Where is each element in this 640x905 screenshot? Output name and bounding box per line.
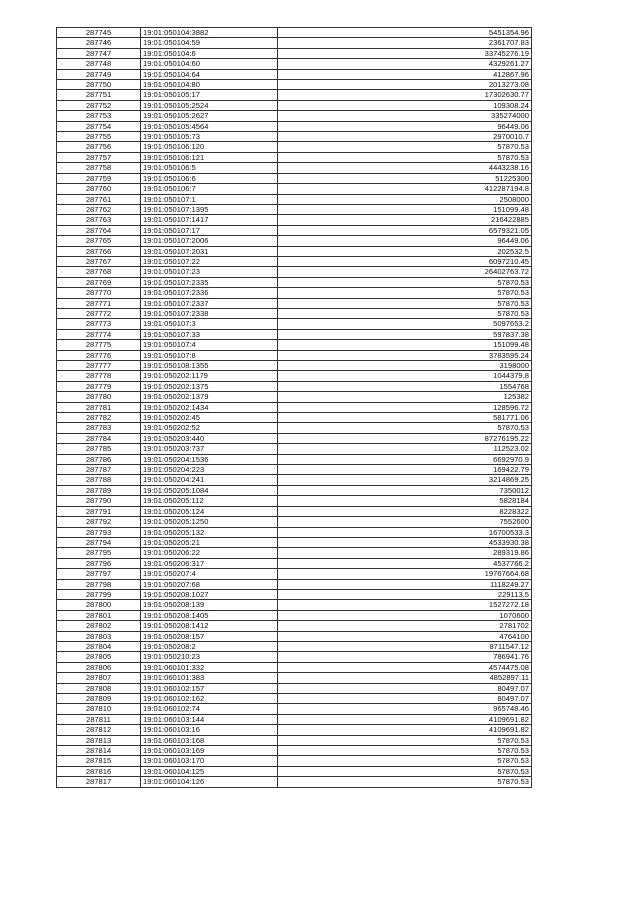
amount-cell: 3214869.25 [278, 475, 532, 485]
table-row [57, 90, 532, 100]
cadastral-number-cell: 19:01:050205:1250 [141, 517, 278, 527]
table-row [57, 204, 532, 214]
row-number-cell: 287755 [57, 132, 141, 142]
amount-cell: 3783595.24 [278, 350, 532, 360]
cadastral-number-cell: 19:01:060102:162 [141, 694, 278, 704]
row-number-cell: 287815 [57, 756, 141, 766]
amount-cell: 229113.5 [278, 589, 532, 599]
amount-cell: 57870.53 [278, 308, 532, 318]
amount-cell: 57870.53 [278, 777, 532, 787]
table-row [57, 246, 532, 256]
amount-cell: 96449.06 [278, 236, 532, 246]
cadastral-number-cell: 19:01:050204:1536 [141, 454, 278, 464]
cadastral-number-cell: 19:01:050104:64 [141, 69, 278, 79]
amount-cell: 125382 [278, 392, 532, 402]
table-row [57, 569, 532, 579]
cadastral-number-cell: 19:01:050202:1375 [141, 381, 278, 391]
amount-cell: 1554768 [278, 381, 532, 391]
row-number-cell: 287799 [57, 589, 141, 599]
table-row [57, 381, 532, 391]
table-row [57, 673, 532, 683]
row-number-cell: 287772 [57, 308, 141, 318]
amount-cell: 3198000 [278, 361, 532, 371]
table-row [57, 225, 532, 235]
table-row [57, 766, 532, 776]
cadastral-number-cell: 19:01:050107:2335 [141, 277, 278, 287]
table-row [57, 735, 532, 745]
row-number-cell: 287809 [57, 694, 141, 704]
row-number-cell: 287778 [57, 371, 141, 381]
table-row [57, 132, 532, 142]
amount-cell: 597837.38 [278, 329, 532, 339]
row-number-cell: 287787 [57, 465, 141, 475]
amount-cell: 2508000 [278, 194, 532, 204]
cadastral-number-cell: 19:01:050104:6 [141, 48, 278, 58]
cadastral-number-cell: 19:01:050202:1179 [141, 371, 278, 381]
table-row [57, 236, 532, 246]
table-row [57, 475, 532, 485]
row-number-cell: 287796 [57, 558, 141, 568]
row-number-cell: 287751 [57, 90, 141, 100]
row-number-cell: 287808 [57, 683, 141, 693]
cadastral-number-cell: 19:01:050208:157 [141, 631, 278, 641]
amount-cell: 202532.5 [278, 246, 532, 256]
row-number-cell: 287765 [57, 236, 141, 246]
amount-cell: 6097210.45 [278, 256, 532, 266]
amount-cell: 335274000 [278, 111, 532, 121]
cadastral-number-cell: 19:01:050210:23 [141, 652, 278, 662]
cadastral-number-cell: 19:01:050105:2627 [141, 111, 278, 121]
cadastral-number-cell: 19:01:050202:52 [141, 423, 278, 433]
cadastral-number-cell: 19:01:050107:1395 [141, 204, 278, 214]
cadastral-number-cell: 19:01:050107:2006 [141, 236, 278, 246]
table-row [57, 621, 532, 631]
cadastral-number-cell: 19:01:050105:17 [141, 90, 278, 100]
cadastral-number-cell: 19:01:050202:1434 [141, 402, 278, 412]
table-row [57, 465, 532, 475]
cadastral-number-cell: 19:01:060104:125 [141, 766, 278, 776]
cadastral-number-cell: 19:01:050104:60 [141, 59, 278, 69]
amount-cell: 216422885 [278, 215, 532, 225]
table-row [57, 100, 532, 110]
cadastral-number-cell: 19:01:050106:121 [141, 152, 278, 162]
cadastral-number-cell: 19:01:050107:1417 [141, 215, 278, 225]
amount-cell: 57870.53 [278, 288, 532, 298]
row-number-cell: 287813 [57, 735, 141, 745]
row-number-cell: 287790 [57, 496, 141, 506]
amount-cell: 80497.07 [278, 683, 532, 693]
cadastral-number-cell: 19:01:060103:144 [141, 714, 278, 724]
table-row [57, 683, 532, 693]
table-row [57, 652, 532, 662]
row-number-cell: 287756 [57, 142, 141, 152]
row-number-cell: 287788 [57, 475, 141, 485]
cadastral-number-cell: 19:01:050208:2 [141, 641, 278, 651]
row-number-cell: 287768 [57, 267, 141, 277]
row-number-cell: 287803 [57, 631, 141, 641]
cadastral-number-cell: 19:01:050104:80 [141, 80, 278, 90]
cadastral-number-cell: 19:01:050206:22 [141, 548, 278, 558]
row-number-cell: 287782 [57, 413, 141, 423]
amount-cell: 1527272.18 [278, 600, 532, 610]
row-number-cell: 287763 [57, 215, 141, 225]
amount-cell: 5097653.2 [278, 319, 532, 329]
cadastral-number-cell: 19:01:050208:139 [141, 600, 278, 610]
amount-cell: 1118249.27 [278, 579, 532, 589]
cadastral-number-cell: 19:01:050107:17 [141, 225, 278, 235]
amount-cell: 33745276.19 [278, 48, 532, 58]
row-number-cell: 287810 [57, 704, 141, 714]
amount-cell: 4537766.2 [278, 558, 532, 568]
amount-cell: 112523.02 [278, 444, 532, 454]
amount-cell: 57870.53 [278, 756, 532, 766]
table-row [57, 80, 532, 90]
cadastral-number-cell: 19:01:050106:7 [141, 184, 278, 194]
cadastral-number-cell: 19:01:060104:126 [141, 777, 278, 787]
table-row [57, 59, 532, 69]
row-number-cell: 287757 [57, 152, 141, 162]
amount-cell: 26402763.72 [278, 267, 532, 277]
amount-cell: 2781702 [278, 621, 532, 631]
table-row [57, 48, 532, 58]
table-row [57, 340, 532, 350]
table-row [57, 277, 532, 287]
cadastral-number-cell: 19:01:050207:4 [141, 569, 278, 579]
cadastral-number-cell: 19:01:050208:1412 [141, 621, 278, 631]
table-row [57, 704, 532, 714]
cadastral-number-cell: 19:01:050203:440 [141, 433, 278, 443]
amount-cell: 5828184 [278, 496, 532, 506]
row-number-cell: 287783 [57, 423, 141, 433]
row-number-cell: 287785 [57, 444, 141, 454]
table-row [57, 527, 532, 537]
table-row [57, 746, 532, 756]
row-number-cell: 287805 [57, 652, 141, 662]
table-row [57, 517, 532, 527]
table-row [57, 777, 532, 787]
cadastral-number-cell: 19:01:050104:3882 [141, 28, 278, 38]
amount-cell: 57870.53 [278, 142, 532, 152]
amount-cell: 169422.79 [278, 465, 532, 475]
table-row [57, 558, 532, 568]
row-number-cell: 287771 [57, 298, 141, 308]
amount-cell: 57870.53 [278, 766, 532, 776]
amount-cell: 109308.24 [278, 100, 532, 110]
amount-cell: 4852897.11 [278, 673, 532, 683]
cadastral-number-cell: 19:01:050107:2031 [141, 246, 278, 256]
cadastral-number-cell: 19:01:050208:1405 [141, 610, 278, 620]
row-number-cell: 287807 [57, 673, 141, 683]
cadastral-number-cell: 19:01:050205:1084 [141, 485, 278, 495]
table-row [57, 725, 532, 735]
amount-cell: 17302630.77 [278, 90, 532, 100]
data-table [56, 27, 532, 788]
table-row [57, 485, 532, 495]
row-number-cell: 287748 [57, 59, 141, 69]
cadastral-number-cell: 19:01:050105:2524 [141, 100, 278, 110]
table-row [57, 173, 532, 183]
amount-cell: 6579321.05 [278, 225, 532, 235]
amount-cell: 5451354.96 [278, 28, 532, 38]
cadastral-number-cell: 19:01:050204:241 [141, 475, 278, 485]
table-row [57, 589, 532, 599]
table-row [57, 371, 532, 381]
row-number-cell: 287764 [57, 225, 141, 235]
row-number-cell: 287816 [57, 766, 141, 776]
cadastral-number-cell: 19:01:050107:23 [141, 267, 278, 277]
amount-cell: 4533930.38 [278, 537, 532, 547]
cadastral-number-cell: 19:01:050106:120 [141, 142, 278, 152]
amount-cell: 57870.53 [278, 152, 532, 162]
row-number-cell: 287784 [57, 433, 141, 443]
cadastral-number-cell: 19:01:060103:169 [141, 746, 278, 756]
table-row [57, 392, 532, 402]
table-row [57, 600, 532, 610]
table-row [57, 361, 532, 371]
table-row [57, 121, 532, 131]
cadastral-number-cell: 19:01:060102:157 [141, 683, 278, 693]
row-number-cell: 287781 [57, 402, 141, 412]
amount-cell: 51225300 [278, 173, 532, 183]
row-number-cell: 287773 [57, 319, 141, 329]
cadastral-number-cell: 19:01:060103:168 [141, 735, 278, 745]
table-row [57, 111, 532, 121]
amount-cell: 581771.06 [278, 413, 532, 423]
cadastral-number-cell: 19:01:050106:6 [141, 173, 278, 183]
row-number-cell: 287789 [57, 485, 141, 495]
table-row [57, 329, 532, 339]
amount-cell: 4574475.08 [278, 662, 532, 672]
cadastral-number-cell: 19:01:050205:124 [141, 506, 278, 516]
table-row [57, 423, 532, 433]
cadastral-number-cell: 19:01:050107:2338 [141, 308, 278, 318]
amount-cell: 7552600 [278, 517, 532, 527]
table-row [57, 308, 532, 318]
cadastral-number-cell: 19:01:050105:4564 [141, 121, 278, 131]
row-number-cell: 287762 [57, 204, 141, 214]
row-number-cell: 287780 [57, 392, 141, 402]
cadastral-number-cell: 19:01:050205:132 [141, 527, 278, 537]
amount-cell: 80497.07 [278, 694, 532, 704]
table-row [57, 288, 532, 298]
amount-cell: 2361707.83 [278, 38, 532, 48]
cadastral-number-cell: 19:01:050208:1027 [141, 589, 278, 599]
table-row [57, 714, 532, 724]
table-row [57, 152, 532, 162]
row-number-cell: 287811 [57, 714, 141, 724]
amount-cell: 7350012 [278, 485, 532, 495]
row-number-cell: 287779 [57, 381, 141, 391]
amount-cell: 412867.96 [278, 69, 532, 79]
cadastral-number-cell: 19:01:050207:68 [141, 579, 278, 589]
cadastral-number-cell: 19:01:050206:317 [141, 558, 278, 568]
table-row [57, 402, 532, 412]
row-number-cell: 287776 [57, 350, 141, 360]
cadastral-number-cell: 19:01:060101:332 [141, 662, 278, 672]
row-number-cell: 287769 [57, 277, 141, 287]
table-row [57, 350, 532, 360]
table-row [57, 194, 532, 204]
table-row [57, 444, 532, 454]
row-number-cell: 287750 [57, 80, 141, 90]
row-number-cell: 287745 [57, 28, 141, 38]
table-row [57, 142, 532, 152]
row-number-cell: 287791 [57, 506, 141, 516]
table-row [57, 662, 532, 672]
cadastral-number-cell: 19:01:050107:2337 [141, 298, 278, 308]
row-number-cell: 287806 [57, 662, 141, 672]
amount-cell: 8711547.12 [278, 641, 532, 651]
table-body [57, 28, 532, 788]
cadastral-number-cell: 19:01:050107:33 [141, 329, 278, 339]
cadastral-number-cell: 19:01:050107:1 [141, 194, 278, 204]
row-number-cell: 287817 [57, 777, 141, 787]
amount-cell: 4329261.27 [278, 59, 532, 69]
cadastral-number-cell: 19:01:050107:2336 [141, 288, 278, 298]
cadastral-number-cell: 19:01:050205:21 [141, 537, 278, 547]
amount-cell: 412287194.8 [278, 184, 532, 194]
amount-cell: 1044379.8 [278, 371, 532, 381]
row-number-cell: 287767 [57, 256, 141, 266]
amount-cell: 1070600 [278, 610, 532, 620]
amount-cell: 4443238.16 [278, 163, 532, 173]
row-number-cell: 287800 [57, 600, 141, 610]
table-row [57, 631, 532, 641]
cadastral-number-cell: 19:01:050107:4 [141, 340, 278, 350]
row-number-cell: 287754 [57, 121, 141, 131]
table-row [57, 756, 532, 766]
row-number-cell: 287786 [57, 454, 141, 464]
amount-cell: 289319.86 [278, 548, 532, 558]
table-row [57, 537, 532, 547]
row-number-cell: 287775 [57, 340, 141, 350]
row-number-cell: 287760 [57, 184, 141, 194]
row-number-cell: 287749 [57, 69, 141, 79]
row-number-cell: 287797 [57, 569, 141, 579]
table-row [57, 215, 532, 225]
amount-cell: 4764100 [278, 631, 532, 641]
table-row [57, 38, 532, 48]
table-row [57, 496, 532, 506]
row-number-cell: 287761 [57, 194, 141, 204]
row-number-cell: 287770 [57, 288, 141, 298]
amount-cell: 2970010.7 [278, 132, 532, 142]
row-number-cell: 287802 [57, 621, 141, 631]
table-row [57, 506, 532, 516]
row-number-cell: 287753 [57, 111, 141, 121]
table-row [57, 610, 532, 620]
table-row [57, 69, 532, 79]
table-row [57, 319, 532, 329]
row-number-cell: 287795 [57, 548, 141, 558]
amount-cell: 16700533.3 [278, 527, 532, 537]
row-number-cell: 287746 [57, 38, 141, 48]
row-number-cell: 287777 [57, 361, 141, 371]
row-number-cell: 287752 [57, 100, 141, 110]
row-number-cell: 287792 [57, 517, 141, 527]
amount-cell: 786941.76 [278, 652, 532, 662]
table-row [57, 641, 532, 651]
cadastral-number-cell: 19:01:050108:1355 [141, 361, 278, 371]
table-row [57, 579, 532, 589]
amount-cell: 2013273.08 [278, 80, 532, 90]
cadastral-number-cell: 19:01:050107:22 [141, 256, 278, 266]
amount-cell: 151099.48 [278, 204, 532, 214]
amount-cell: 19767664.68 [278, 569, 532, 579]
amount-cell: 6692970.9 [278, 454, 532, 464]
cadastral-number-cell: 19:01:050202:1379 [141, 392, 278, 402]
cadastral-number-cell: 19:01:060101:383 [141, 673, 278, 683]
amount-cell: 57870.53 [278, 298, 532, 308]
cadastral-number-cell: 19:01:050104:59 [141, 38, 278, 48]
amount-cell: 128596.72 [278, 402, 532, 412]
amount-cell: 96449.06 [278, 121, 532, 131]
amount-cell: 8228322 [278, 506, 532, 516]
cadastral-number-cell: 19:01:050105:73 [141, 132, 278, 142]
row-number-cell: 287758 [57, 163, 141, 173]
table-row [57, 433, 532, 443]
cadastral-number-cell: 19:01:050204:223 [141, 465, 278, 475]
cadastral-number-cell: 19:01:050107:8 [141, 350, 278, 360]
cadastral-number-cell: 19:01:050203:737 [141, 444, 278, 454]
amount-cell: 87276195.22 [278, 433, 532, 443]
table-row [57, 184, 532, 194]
table-row [57, 454, 532, 464]
cadastral-number-cell: 19:01:050205:112 [141, 496, 278, 506]
row-number-cell: 287774 [57, 329, 141, 339]
amount-cell: 57870.53 [278, 746, 532, 756]
amount-cell: 57870.53 [278, 735, 532, 745]
row-number-cell: 287814 [57, 746, 141, 756]
table-row [57, 256, 532, 266]
amount-cell: 151099.48 [278, 340, 532, 350]
table-row [57, 548, 532, 558]
table-row [57, 413, 532, 423]
row-number-cell: 287798 [57, 579, 141, 589]
row-number-cell: 287794 [57, 537, 141, 547]
row-number-cell: 287766 [57, 246, 141, 256]
row-number-cell: 287747 [57, 48, 141, 58]
cadastral-number-cell: 19:01:060103:170 [141, 756, 278, 766]
cadastral-number-cell: 19:01:060102:74 [141, 704, 278, 714]
row-number-cell: 287793 [57, 527, 141, 537]
amount-cell: 57870.53 [278, 423, 532, 433]
amount-cell: 57870.53 [278, 277, 532, 287]
amount-cell: 4109691.82 [278, 714, 532, 724]
amount-cell: 4109691.82 [278, 725, 532, 735]
cadastral-number-cell: 19:01:050107:3 [141, 319, 278, 329]
table-row [57, 267, 532, 277]
cadastral-number-cell: 19:01:050106:5 [141, 163, 278, 173]
row-number-cell: 287804 [57, 641, 141, 651]
table-row [57, 28, 532, 38]
row-number-cell: 287812 [57, 725, 141, 735]
cadastral-number-cell: 19:01:050202:45 [141, 413, 278, 423]
amount-cell: 965748.46 [278, 704, 532, 714]
row-number-cell: 287801 [57, 610, 141, 620]
row-number-cell: 287759 [57, 173, 141, 183]
cadastral-number-cell: 19:01:060103:16 [141, 725, 278, 735]
table-row [57, 298, 532, 308]
table-row [57, 694, 532, 704]
table-row [57, 163, 532, 173]
